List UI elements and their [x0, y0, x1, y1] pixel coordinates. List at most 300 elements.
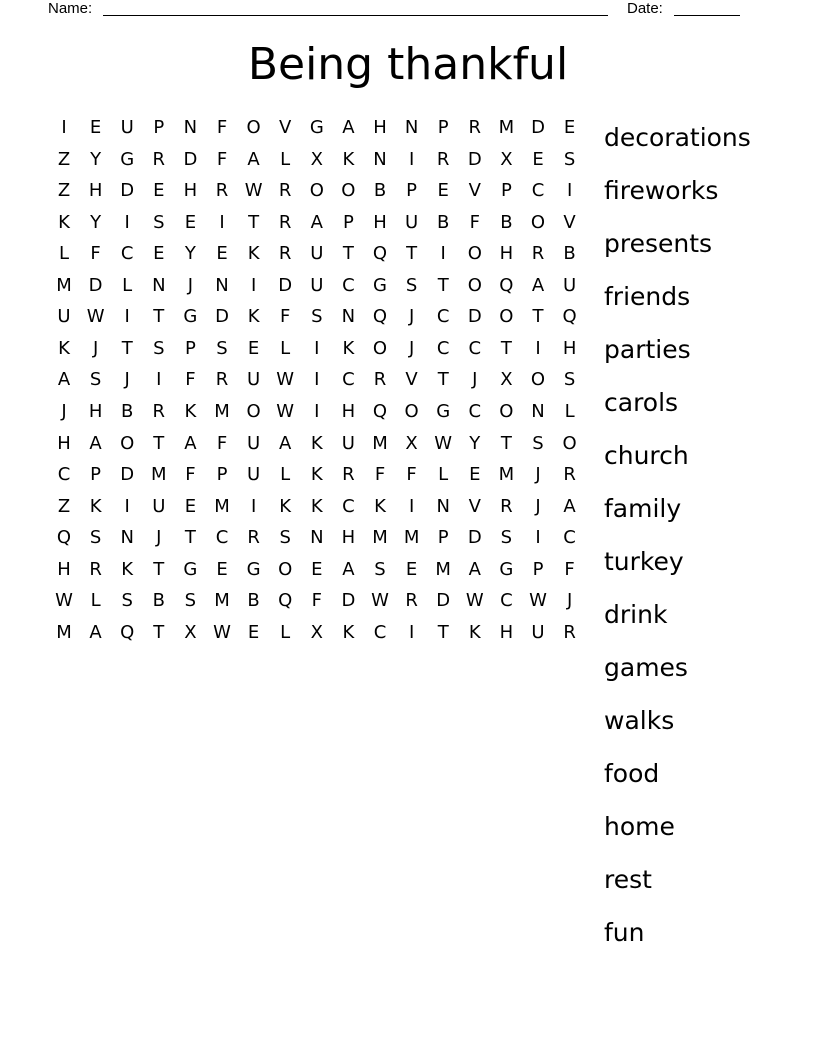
- grid-letter: K: [310, 432, 323, 454]
- grid-letter: N: [341, 306, 356, 328]
- grid-letter: F: [216, 117, 228, 138]
- grid-letter: E: [184, 495, 197, 517]
- grid-letter: I: [250, 495, 257, 517]
- grid-letter: R: [278, 180, 292, 202]
- grid-letter: A: [89, 621, 102, 643]
- grid-letter: E: [247, 337, 260, 359]
- grid-letter: T: [406, 243, 418, 265]
- grid-letter: P: [437, 527, 449, 549]
- grid-letter: K: [89, 495, 102, 517]
- grid-letter: B: [121, 401, 134, 423]
- grid-letter: Q: [499, 274, 514, 296]
- grid-letter: G: [246, 558, 261, 580]
- grid-letter: R: [342, 464, 355, 486]
- grid-letter: O: [530, 369, 546, 391]
- grid-letter: L: [280, 621, 291, 643]
- grid-letter: P: [90, 464, 102, 486]
- grid-letter: X: [310, 148, 323, 170]
- word-list-item: family: [604, 494, 682, 523]
- grid-letter: C: [436, 337, 450, 359]
- grid-letter: T: [532, 306, 544, 328]
- grid-letter: T: [500, 337, 512, 359]
- grid-letter: K: [58, 337, 70, 359]
- grid-letter: O: [467, 274, 482, 296]
- grid-letter: E: [216, 243, 228, 265]
- grid-letter: A: [342, 558, 355, 580]
- grid-letter: V: [563, 211, 576, 233]
- grid-letter: P: [437, 117, 449, 138]
- grid-letter: U: [310, 274, 324, 296]
- grid-letter: E: [247, 621, 260, 643]
- grid-letter: J: [408, 306, 415, 328]
- grid-letter: I: [250, 274, 257, 296]
- grid-letter: G: [183, 306, 198, 328]
- grid-letter: O: [120, 432, 135, 454]
- grid-letter: M: [214, 401, 230, 423]
- grid-letter: E: [89, 117, 102, 138]
- grid-letter: U: [152, 495, 166, 517]
- word-list-item: friends: [604, 282, 691, 311]
- grid-letter: J: [92, 337, 99, 359]
- word-list-item: turkey: [604, 547, 684, 576]
- word-list-item: drink: [604, 600, 668, 629]
- grid-letter: J: [535, 464, 541, 486]
- grid-letter: O: [278, 558, 293, 580]
- grid-letter: W: [371, 590, 389, 612]
- grid-letter: R: [89, 558, 102, 580]
- grid-letter: K: [279, 495, 292, 517]
- grid-letter: L: [58, 243, 70, 265]
- grid-letter: C: [342, 495, 355, 517]
- grid-letter: E: [153, 243, 165, 265]
- grid-letter: I: [408, 621, 415, 643]
- grid-letter: C: [342, 274, 355, 296]
- grid-letter: T: [153, 432, 165, 454]
- grid-letter: D: [215, 306, 229, 328]
- grid-letter: D: [88, 274, 103, 296]
- grid-letter: P: [342, 211, 354, 233]
- word-list-item: rest: [604, 865, 652, 894]
- grid-letter: A: [247, 148, 260, 170]
- grid-letter: G: [436, 401, 451, 423]
- grid-letter: S: [532, 432, 544, 454]
- grid-letter: K: [342, 337, 355, 359]
- grid-letter: X: [405, 432, 418, 454]
- grid-letter: T: [248, 211, 260, 233]
- grid-letter: P: [216, 464, 228, 486]
- grid-letter: I: [566, 180, 573, 202]
- grid-letter: D: [120, 464, 135, 486]
- grid-letter: G: [309, 117, 324, 138]
- grid-letter: D: [467, 527, 482, 549]
- grid-letter: A: [89, 432, 102, 454]
- word-list-item: parties: [604, 335, 691, 364]
- grid-letter: D: [278, 274, 293, 296]
- grid-letter: Q: [278, 590, 293, 612]
- grid-letter: D: [531, 117, 545, 138]
- grid-letter: C: [563, 527, 576, 549]
- grid-letter: C: [342, 369, 355, 391]
- grid-letter: E: [184, 211, 197, 233]
- grid-letter: Q: [56, 527, 72, 549]
- grid-letter: Z: [57, 148, 71, 170]
- grid-letter: T: [153, 558, 165, 580]
- grid-letter: M: [498, 117, 515, 138]
- grid-letter: R: [500, 495, 513, 517]
- grid-letter: K: [247, 306, 260, 328]
- grid-letter: H: [183, 180, 198, 202]
- grid-letter: H: [373, 211, 387, 233]
- grid-letter: E: [563, 117, 576, 138]
- grid-letter: C: [468, 337, 482, 359]
- name-field-line[interactable]: [103, 0, 608, 16]
- grid-letter: W: [276, 369, 295, 391]
- grid-letter: F: [280, 306, 291, 328]
- word-list-item: fun: [604, 918, 645, 947]
- word-list-item: church: [604, 441, 689, 470]
- grid-letter: D: [467, 306, 482, 328]
- grid-letter: U: [310, 243, 324, 265]
- grid-letter: P: [184, 337, 196, 359]
- name-label: Name:: [48, 0, 93, 17]
- grid-letter: W: [55, 590, 73, 612]
- grid-letter: G: [120, 148, 135, 170]
- grid-letter: R: [405, 590, 418, 612]
- grid-letter: E: [216, 558, 228, 580]
- grid-letter: J: [61, 401, 67, 423]
- grid-letter: Y: [184, 243, 196, 265]
- grid-letter: T: [437, 621, 449, 643]
- grid-letter: P: [500, 180, 512, 202]
- grid-letter: I: [61, 117, 67, 138]
- word-list: [604, 111, 751, 959]
- grid-letter: L: [280, 148, 291, 170]
- grid-letter: G: [183, 558, 198, 580]
- word-list-item: fireworks: [604, 176, 719, 205]
- grid-letter: R: [373, 369, 387, 391]
- grid-letter: P: [153, 117, 165, 138]
- grid-letter: D: [467, 148, 482, 170]
- grid-letter: M: [372, 527, 388, 549]
- grid-letter: I: [535, 527, 541, 549]
- grid-letter: S: [216, 337, 228, 359]
- grid-letter: E: [153, 180, 165, 202]
- date-field-line[interactable]: [674, 0, 740, 16]
- grid-letter: U: [531, 621, 545, 643]
- grid-letter: M: [498, 464, 515, 486]
- grid-letter: L: [90, 590, 101, 612]
- grid-letter: I: [124, 495, 130, 517]
- grid-letter: L: [280, 337, 291, 359]
- grid-letter: E: [311, 558, 323, 580]
- grid-letter: I: [124, 306, 130, 328]
- grid-letter: S: [405, 274, 418, 296]
- grid-letter: A: [57, 369, 71, 391]
- grid-letter: B: [152, 590, 165, 612]
- grid-letter: I: [408, 148, 415, 170]
- grid-letter: A: [279, 432, 292, 454]
- grid-letter: K: [121, 558, 134, 580]
- grid-letter: L: [564, 401, 575, 423]
- grid-letter: J: [156, 527, 162, 549]
- word-list-item: carols: [604, 388, 679, 417]
- grid-letter: U: [120, 117, 134, 138]
- grid-letter: U: [247, 369, 261, 391]
- grid-letter: C: [500, 590, 513, 612]
- grid-letter: P: [406, 180, 418, 202]
- grid-letter: S: [153, 337, 165, 359]
- grid-letter: U: [341, 432, 355, 454]
- grid-letter: L: [438, 464, 449, 486]
- grid-letter: K: [310, 464, 323, 486]
- grid-letter: F: [185, 369, 196, 391]
- grid-letter: B: [563, 243, 576, 265]
- grid-letter: R: [278, 243, 292, 265]
- grid-letter: V: [279, 117, 292, 138]
- grid-letter: Z: [57, 495, 71, 517]
- grid-letter: A: [531, 274, 545, 296]
- grid-letter: S: [121, 590, 133, 612]
- grid-letter: V: [468, 180, 481, 202]
- word-list-item: home: [604, 812, 675, 841]
- grid-letter: S: [153, 211, 165, 233]
- grid-letter: I: [219, 211, 225, 233]
- grid-letter: R: [215, 180, 229, 202]
- grid-letter: R: [152, 148, 166, 170]
- grid-letter: D: [120, 180, 135, 202]
- grid-letter: K: [468, 621, 481, 643]
- grid-letter: H: [57, 558, 71, 580]
- grid-letter: M: [214, 590, 230, 612]
- grid-letter: M: [151, 464, 167, 486]
- grid-letter: M: [403, 527, 420, 549]
- grid-letter: H: [341, 527, 356, 549]
- grid-letter: J: [566, 590, 573, 612]
- page-title: Being thankful: [247, 39, 569, 90]
- grid-letter: O: [499, 401, 514, 423]
- grid-letter: O: [341, 180, 356, 202]
- grid-letter: K: [342, 148, 355, 170]
- grid-letter: S: [279, 527, 291, 549]
- grid-letter: E: [405, 558, 418, 580]
- grid-letter: T: [184, 527, 196, 549]
- grid-letter: C: [57, 464, 71, 486]
- grid-letter: X: [500, 369, 513, 391]
- grid-letter: Q: [120, 621, 135, 643]
- grid-letter: I: [124, 211, 130, 233]
- grid-letter: Q: [562, 306, 577, 328]
- grid-letter: B: [500, 211, 513, 233]
- grid-letter: H: [88, 180, 103, 202]
- grid-letter: A: [563, 495, 576, 517]
- grid-letter: I: [314, 337, 320, 359]
- word-list-item: decorations: [604, 123, 751, 152]
- grid-letter: K: [310, 495, 323, 517]
- grid-letter: O: [309, 180, 324, 202]
- grid-letter: M: [56, 621, 72, 643]
- grid-letter: C: [468, 401, 482, 423]
- grid-letter: X: [184, 621, 197, 643]
- grid-letter: C: [436, 306, 450, 328]
- grid-letter: R: [468, 117, 482, 138]
- grid-letter: J: [472, 369, 478, 391]
- grid-letter: Q: [372, 243, 388, 265]
- grid-letter: L: [280, 464, 291, 486]
- grid-letter: O: [499, 306, 514, 328]
- grid-letter: R: [436, 148, 450, 170]
- grid-letter: T: [121, 337, 133, 359]
- grid-letter: N: [310, 527, 324, 549]
- grid-letter: K: [58, 211, 70, 233]
- word-list-item: games: [604, 653, 688, 682]
- grid-letter: R: [278, 211, 292, 233]
- grid-letter: D: [341, 590, 356, 612]
- grid-letter: F: [185, 464, 196, 486]
- grid-letter: W: [86, 306, 105, 328]
- grid-letter: S: [563, 148, 576, 170]
- grid-letter: O: [404, 401, 419, 423]
- grid-letter: N: [404, 117, 419, 138]
- grid-letter: I: [314, 369, 320, 391]
- grid-letter: H: [373, 117, 387, 138]
- grid-letter: W: [465, 590, 484, 612]
- word-list-item: presents: [604, 229, 713, 258]
- grid-letter: I: [314, 401, 320, 423]
- word-list-item: food: [604, 759, 660, 788]
- grid-letter: F: [469, 211, 480, 233]
- grid-letter: F: [406, 464, 417, 486]
- grid-letter: A: [342, 117, 355, 138]
- grid-letter: R: [563, 464, 576, 486]
- grid-letter: T: [153, 621, 165, 643]
- grid-letter: R: [152, 401, 166, 423]
- grid-letter: F: [216, 432, 228, 454]
- grid-letter: A: [468, 558, 481, 580]
- grid-letter: C: [531, 180, 545, 202]
- grid-letter: K: [374, 495, 386, 517]
- grid-letter: W: [434, 432, 453, 454]
- grid-letter: B: [247, 590, 260, 612]
- grid-letter: D: [436, 590, 451, 612]
- grid-letter: J: [408, 337, 415, 359]
- grid-letter: R: [215, 369, 229, 391]
- grid-letter: K: [247, 243, 260, 265]
- grid-letter: Y: [90, 211, 102, 233]
- grid-letter: H: [88, 401, 103, 423]
- grid-letter: D: [183, 148, 198, 170]
- grid-letter: M: [56, 274, 72, 296]
- grid-letter: Q: [372, 401, 388, 423]
- grid-letter: S: [89, 527, 102, 549]
- grid-letter: K: [184, 401, 197, 423]
- grid-letter: L: [122, 274, 133, 296]
- grid-letter: E: [532, 148, 544, 170]
- grid-letter: Q: [372, 306, 388, 328]
- grid-letter: C: [120, 243, 134, 265]
- date-label: Date:: [627, 0, 663, 17]
- grid-letter: E: [469, 464, 481, 486]
- grid-letter: E: [437, 180, 449, 202]
- grid-letter: S: [89, 369, 102, 391]
- grid-letter: N: [152, 274, 166, 296]
- grid-letter: V: [468, 495, 481, 517]
- grid-letter: B: [373, 180, 387, 202]
- grid-letter: R: [563, 621, 576, 643]
- grid-letter: O: [562, 432, 577, 454]
- grid-letter: S: [500, 527, 513, 549]
- grid-letter: I: [156, 369, 162, 391]
- grid-letter: H: [57, 432, 71, 454]
- grid-letter: W: [529, 590, 547, 612]
- grid-letter: M: [214, 495, 230, 517]
- grid-letter: G: [499, 558, 514, 580]
- grid-letter: O: [246, 117, 261, 138]
- grid-letter: W: [276, 401, 295, 423]
- grid-letter: Y: [469, 432, 481, 454]
- grid-letter: J: [535, 495, 541, 517]
- grid-letter: H: [499, 243, 514, 265]
- grid-letter: F: [564, 558, 575, 580]
- grid-letter: I: [535, 337, 541, 359]
- grid-letter: T: [437, 369, 449, 391]
- grid-letter: N: [531, 401, 545, 423]
- grid-letter: T: [437, 274, 449, 296]
- grid-letter: H: [562, 337, 577, 359]
- grid-letter: M: [435, 558, 451, 580]
- grid-letter: X: [500, 148, 513, 170]
- grid-letter: J: [187, 274, 194, 296]
- grid-letter: N: [373, 148, 387, 170]
- grid-letter: U: [405, 211, 419, 233]
- grid-letter: W: [213, 621, 231, 643]
- word-list-item: walks: [604, 706, 675, 735]
- grid-letter: H: [499, 621, 514, 643]
- grid-letter: U: [247, 464, 261, 486]
- grid-letter: N: [183, 117, 198, 138]
- grid-letter: F: [374, 464, 386, 486]
- grid-letter: P: [532, 558, 544, 580]
- grid-letter: F: [216, 148, 228, 170]
- grid-letter: R: [531, 243, 545, 265]
- grid-letter: A: [184, 432, 197, 454]
- grid-letter: F: [311, 590, 322, 612]
- grid-letter: O: [530, 211, 546, 233]
- grid-letter: O: [467, 243, 482, 265]
- grid-letter: S: [311, 306, 323, 328]
- grid-letter: S: [374, 558, 386, 580]
- grid-letter: T: [153, 306, 165, 328]
- grid-letter: Z: [57, 180, 71, 202]
- grid-letter: W: [244, 180, 263, 202]
- grid-letter: I: [440, 243, 446, 265]
- grid-letter: F: [90, 243, 101, 265]
- grid-letter: Y: [90, 148, 102, 170]
- grid-letter: O: [246, 401, 261, 423]
- grid-letter: G: [373, 274, 387, 296]
- grid-letter: R: [247, 527, 260, 549]
- grid-letter: N: [120, 527, 134, 549]
- grid-letter: C: [215, 527, 229, 549]
- grid-letter: B: [437, 211, 450, 233]
- grid-letter: N: [436, 495, 450, 517]
- grid-letter: S: [184, 590, 197, 612]
- grid-letter: O: [372, 337, 388, 359]
- grid-letter: V: [405, 369, 418, 391]
- grid-letter: T: [500, 432, 512, 454]
- grid-letter: T: [342, 243, 354, 265]
- grid-letter: M: [372, 432, 388, 454]
- grid-letter: U: [247, 432, 261, 454]
